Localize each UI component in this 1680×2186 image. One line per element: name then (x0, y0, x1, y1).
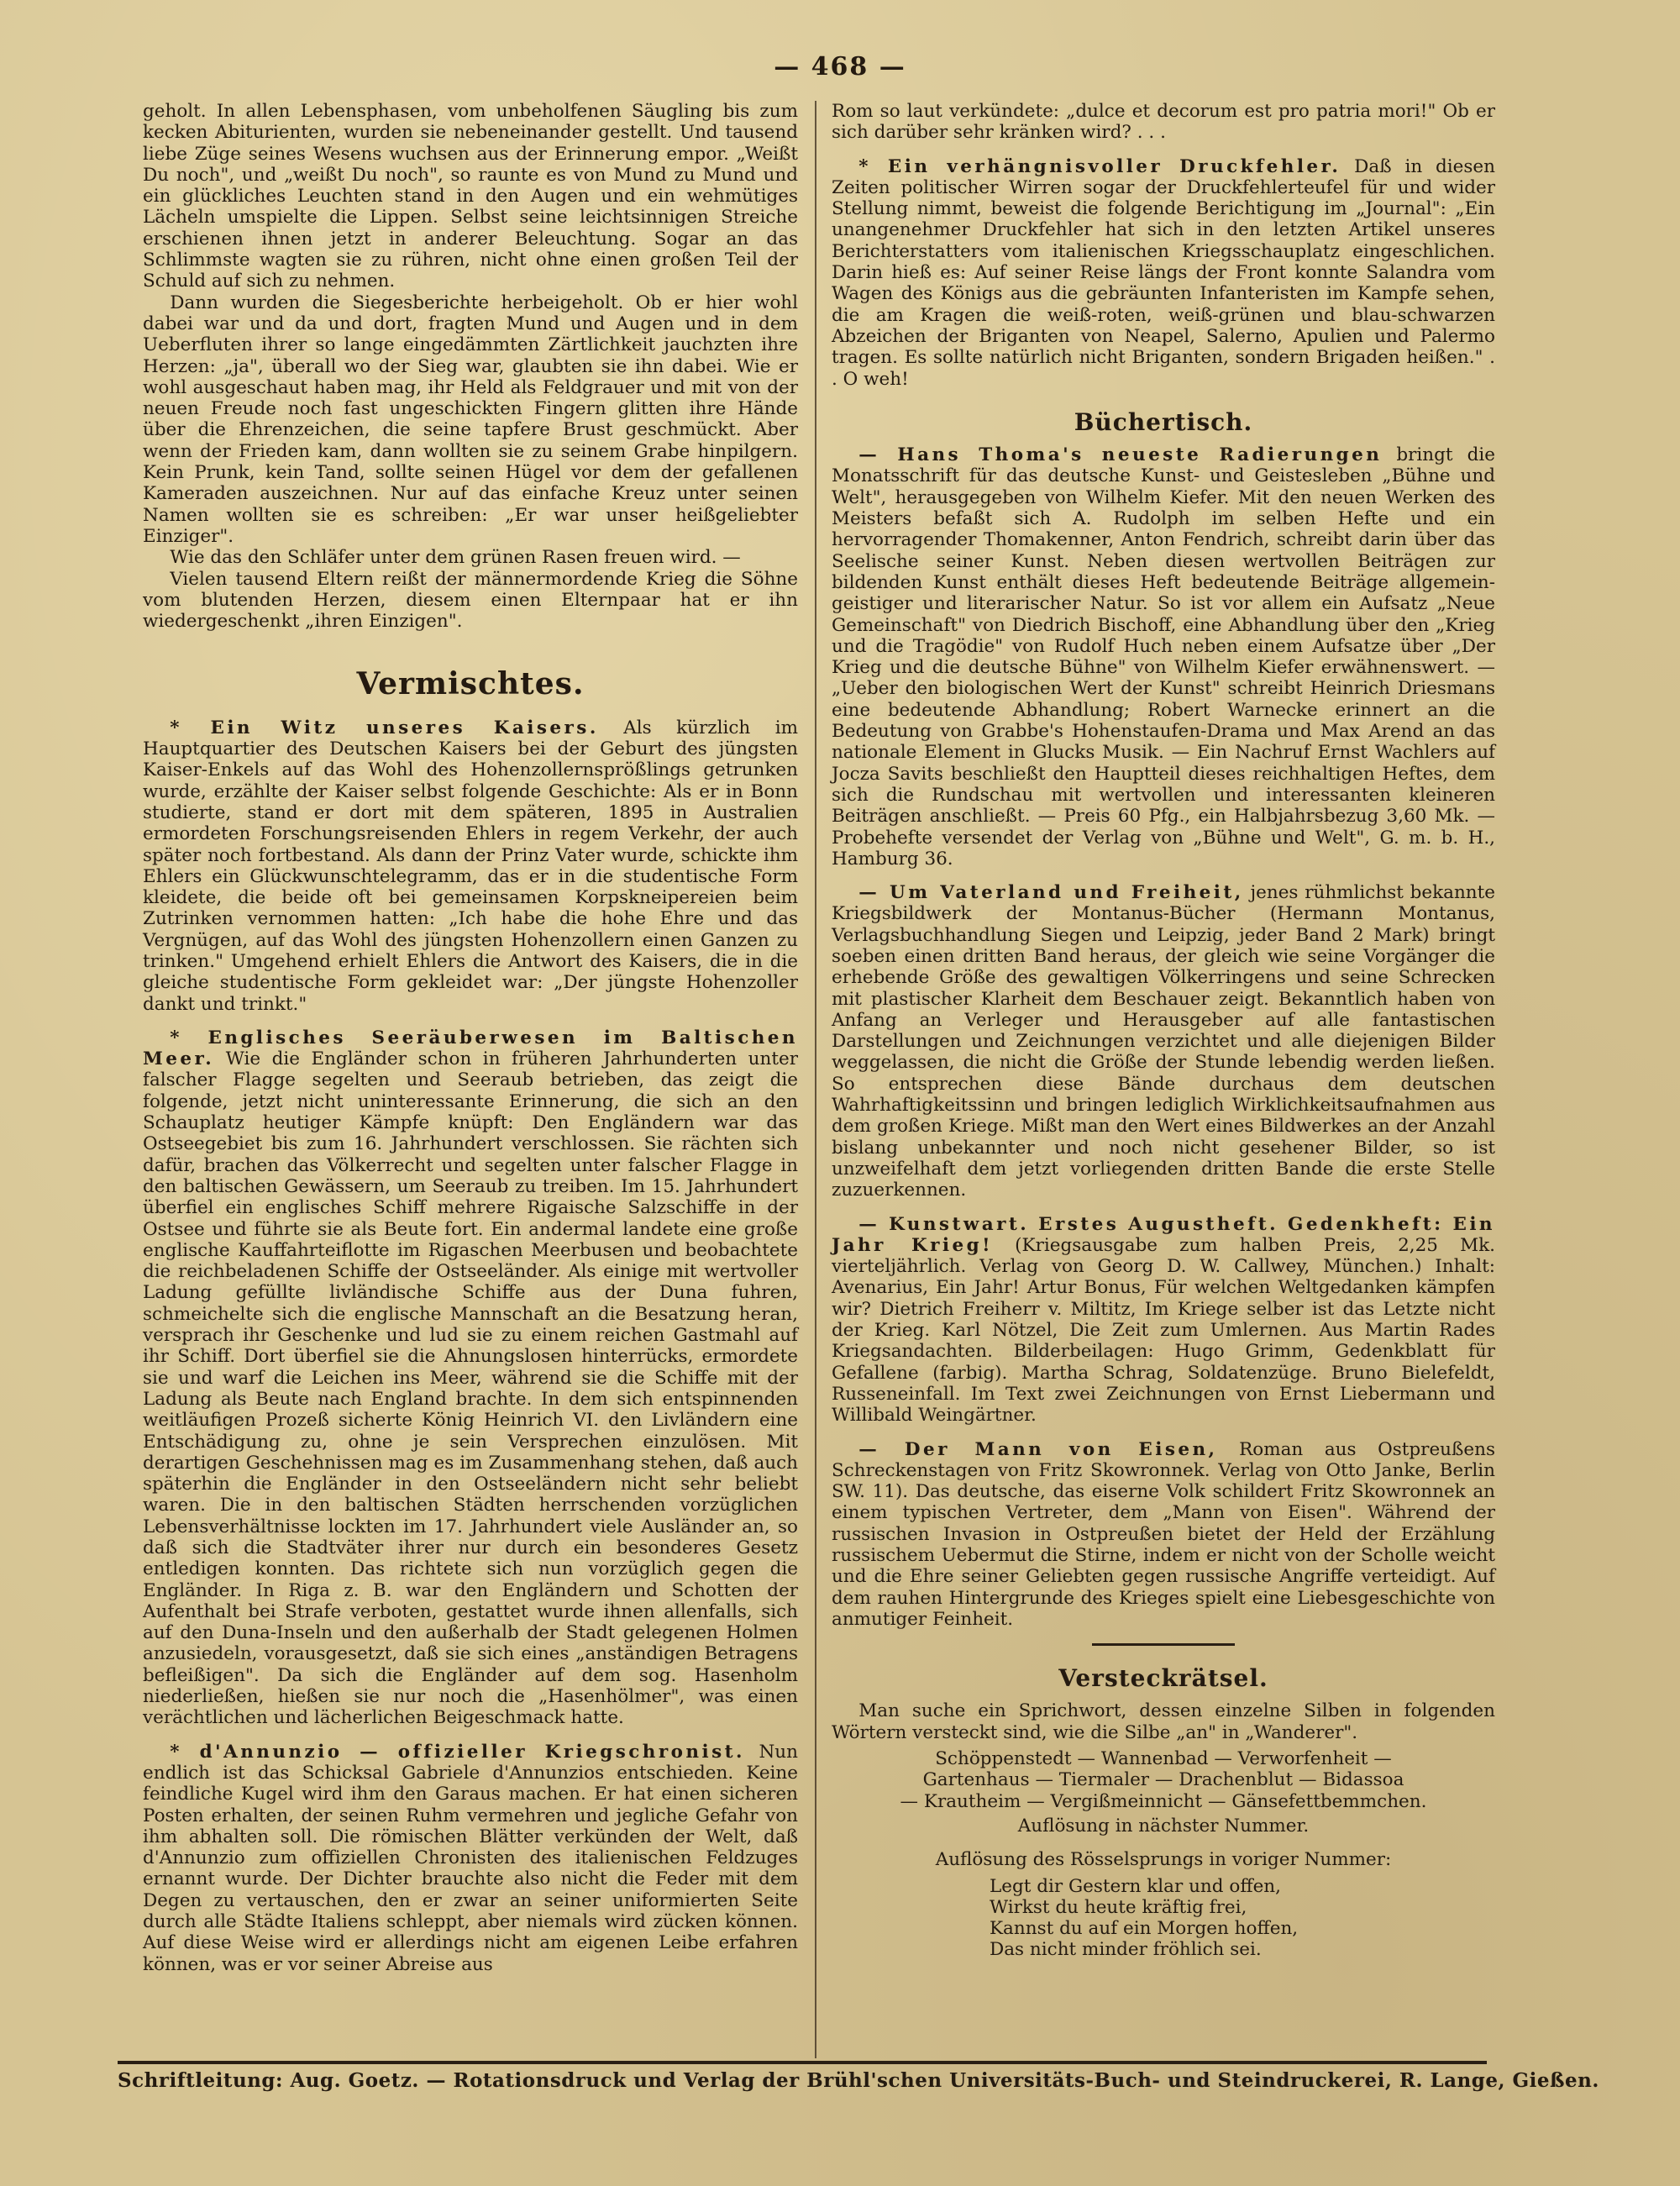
page-number: — 468 — (774, 52, 906, 81)
story-paragraph: geholt. In allen Lebensphasen, vom unbeholfenen Säugling bis zum kecken Abiturienten, wurden sie nebeneinander gestellt. Und tausend liebe Züge seines Wesens wuchsen aus der Erinnerung empor. „Weißt Du noch", und „weißt Du noch", so raunte es von Mund zu Mund und ein glückliches Leuchten stand in den Augen und ein wehmütiges Lächeln umspielte die Lippen. Selbst seine leichtsinnigen Streiche erschienen ihnen jetzt in anderer Beleuchtung. Sogar an das Schlimmste wagten sie zu rühren, nicht ohne einen großen Teil der Schuld auf sich zu nehmen. (143, 101, 798, 292)
article-continuation: Rom so laut verkündete: „dulce et decorum est pro patria mori!" Ob er sich darüber sehr kränken wird? . . . (832, 101, 1495, 144)
section-heading-vermischtes: Vermischtes. (356, 666, 585, 702)
book-entry-body: bringt die Monatsschrift für das deutsche Kunst- und Geistesleben „Bühne und Welt", herausgegeben von Wilhelm Kiefer. Mit den neuen Werken des Meisters befaßt sich A. Rudolph im selben Hefte und ein hervorragender Thomakenner, Anton Fendrich, schreibt darin über das Seelische seiner Kunst. Neben diesen wertvollen Beiträgen zur bildenden Kunst enthält dieses Heft bedeutende Beiträge allgemein-geistiger und literarischer Natur. So ist vor allem ein Aufsatz „Neue Gemeinschaft" von Diedrich Bischoff, eine Abhandlung über den „Krieg und die Tragödie" von Rudolf Huch neben einem Aufsatze über „Der Krieg und die deutsche Bühne" von Wilhelm Kiefer erwähnenswert. — „Ueber den biologischen Wert der Kunst" schreibt Heinrich Driesmans eine bedeutende Abhandlung; Robert Warnecke erinnert an die Bedeutung von Grabbe's Hohenstaufen-Drama und Max Arend an das nationale Element in Glucks Musik. — Ein Nachruf Ernst Wachlers auf Jocza Savits beschließt den Hauptteil dieses reichhaltigen Heftes, dem sich die Rundschau mit wertvollen und interessanten kleineren Beiträgen anschließt. — Preis 60 Pfg., ein Halbjahrsbezug 3,60 Mk. — Probehefte versendet der Verlag von „Bühne und Welt", G. m. b. H., Hamburg 36. (832, 444, 1495, 870)
article-title: * d'Annunzio — offizieller Kriegschronist. (170, 1741, 745, 1763)
story-paragraph: Dann wurden die Siegesberichte herbeigeholt. Ob er hier wohl dabei war und da und dort, fragten Mund und Augen und in dem Ueberfluten ihrer so lange eingedämmten Zärtlichkeit jauchzten ihre Herzen: „ja", überall wo der Sieg war, glaubten sie ihn dabei. Wie er wohl ausgeschaut haben mag, ihr Held als Feldgrauer und mit von der neuen Freude noch fast ungeschickten Fingern glitten ihre Hände über die Ehrenzeichen, die seine tapfere Brust geschmückt. Aber wenn der Frieden kam, dann wollten sie zu seinem Grabe hinpilgern. Kein Prunk, kein Tand, sollte seinen Hügel vor dem der gefallenen Kameraden auszeichnen. Nur auf das einfache Kreuz unter seinen Namen wollten sie es schreiben: „Er war unser heißgeliebter Einziger". (143, 292, 798, 547)
article-body: Daß in diesen Zeiten politischer Wirren sogar der Druckfehlerteufel für und wider Stellung nimmt, beweist die folgende Berichtigung im „Journal": „Ein unangenehmer Druckfehler hat sich in den letzten Artikel unseres Berichterstatters vom italienischen Kriegsschauplatz eingeschlichen. Darin hieß es: Auf seiner Reise längs der Front konnte Salandra vom Wagen des Königs aus die gebräunten Infanteristen im Kampfe sehen, die am Kragen die weiß-roten, weiß-grünen und blau-schwarzen Abzeichen der Briganten von Neapel, Salerno, Apulien und Palermo tragen. Es sollte natürlich nicht Briganten, sondern Brigaden heißen." . . O weh! (832, 155, 1495, 390)
article-druckfehler (832, 156, 1495, 390)
book-entry-title: — Hans Thoma's neueste Radierungen (858, 444, 1383, 466)
left-column (143, 101, 798, 1975)
riddle-note: Auflösung in nächster Nummer. (1017, 1815, 1310, 1837)
solution-title: Auflösung des Rösselsprungs in voriger Nummer: (935, 1849, 1392, 1871)
book-entry-body: Roman aus Ostpreußens Schreckenstagen von Fritz Skowronnek. Verlag von Otto Janke, Berlin SW. 11). Das deutsche, das eiserne Volk schildert Fritz Skowronnek an einem typischen Vertreter, dem „Mann von Eisen". Während der russischen Invasion in Ostpreußen bietet der Held der Erzählung russischem Uebermut die Stirne, indem er nicht von der Scholle weicht und die Ehre seiner Geliebten gegen russische Angriffe verteidigt. Auf dem rauhen Hintergrunde des Krieges spielt eine Liebesgeschichte von anmutiger Feinheit. (832, 1438, 1495, 1630)
book-entry (832, 1439, 1495, 1631)
riddle-word-line: Gartenhaus — Tiermaler — Drachenblut — Bidassoa (922, 1769, 1404, 1791)
article-title: * Englisches Seeräuberwesen im Baltischen Meer. (143, 1027, 798, 1070)
story-paragraph: Wie das den Schläfer unter dem grünen Rasen freuen wird. — (170, 547, 741, 569)
right-column (832, 101, 1495, 1961)
article-body: Wie die Engländer schon in früheren Jahrhunderten unter falscher Flagge segelten und Seeraub betrieben, das zeigt die folgende, jetzt nicht uninteressante Erinnerung, die sich an den Schauplatz heutiger Kämpfe knüpft: Den Engländern war das Ostseegebiet bis zum 16. Jahrhundert verschlossen. Sie rächten sich dafür, brachen das Völkerrecht und segelten unter falscher Flagge in den baltischen Gewässern, um Seeraub zu treiben. Im 15. Jahrhundert überfiel ein englisches Schiff mehrere Rigaische Salzschiffe in der Ostsee und führte sie als Beute fort. Ein andermal landete eine große englische Kauffahrteiflotte im Rigaschen Meerbusen und beobachtete die reichbeladenen Schiffe der Ostseeländer. Als einige mit wertvoller Ladung gefüllte livländische Schiffe aus der Duna fuhren, schmeichelte sich die englische Mannschaft an die Besatzung heran, versprach ihr Geschenke und lud sie zu einem reichen Gastmahl auf ihr Schiff. Dort überfiel sie die Ahnungslosen hinterrücks, ermordete sie und warf die Leichen ins Meer, während sie die Schiffe mit der Ladung als Beute nach England brachte. In dem sich entspinnenden weitläufigen Prozeß sicherte König Heinrich VI. den Livländern eine Entschädigung zu, ohne je sein Versprechen einzulösen. Mit derartigen Geschehnissen mag es im Zusammenhang stehen, daß auch späterhin die Engländer in den Ostseeländern nicht sehr beliebt waren. Die in den baltischen Städten herrschenden vorzüglichen Lebensverhältnisse lockten im 17. Jahrhundert viele Ausländer an, so daß sich die Stadtväter ihrer nur durch ein besonderes Gesetz entledigen konnten. Das richtete sich nun vorzüglich gegen die Engländer. In Riga z. B. war den Engländern und Schotten der Aufenthalt bei Strafe verboten, gestattet wurde ihnen allenfalls, sich auf den Duna-Inseln und den außerhalb der Stadt gelegenen Holmen anzusiedeln, vorausgesetzt, daß sie sich eines „anständigen Betragens befleißigen". Da sich die Engländer auf dem sog. Hasenholm niederließen, hießen sie nur noch die „Hasenhölmer", was einen verächtlichen und lächerlichen Beigeschmack hatte. (143, 1048, 799, 1729)
section-heading-versteckraetsel: Versteckrätsel. (1058, 1664, 1268, 1693)
poem-line: Legt dir Gestern klar und offen, (990, 1875, 1281, 1897)
article-title: * Ein Witz unseres Kaisers. (170, 717, 599, 738)
riddle-word-line: Schöppenstedt — Wannenbad — Verworfenheit — (935, 1748, 1392, 1770)
section-separator (1092, 1643, 1235, 1646)
book-entry-title: — Kunstwart. Erstes Augustheft. Gedenkheft: Ein Jahr Krieg! (832, 1213, 1495, 1256)
article-title: * Ein verhängnisvoller Druckfehler. (858, 155, 1341, 177)
article-body: Als kürzlich im Hauptquartier des Deutschen Kaisers bei der Geburt des jüngsten Kaiser-Enkels auf das Wohl des Hohenzollernsprößlings getrunken wurde, erzählte der Kaiser selbst folgende Geschichte: Als er in Bonn studierte, stand er dort mit dem späteren, 1895 in Australien ermordeten Forschungsreisenden Ehlers in regem Verkehr, der auch später noch fortbestand. Als dann der Prinz Vater wurde, schickte ihm Ehlers ein Glückwunschtelegramm, das er in die studentische Form kleidete, die beide oft bei gemeinsamen Korpskneipereien beim Zutrinken vernommen hatten: „Ich habe die hohe Ehre und das Vergnügen, auf das Wohl des jüngsten Hohenzollern einen Ganzen zu trinken." Umgehend erhielt Ehlers die Antwort des Kaisers, die in die gleiche studentische Form gekleidet war: „Der jüngste Hohenzoller dankt und trinkt." (143, 717, 798, 1015)
footer-rule (118, 2061, 1487, 2064)
book-entry-title: — Der Mann von Eisen, (858, 1438, 1218, 1460)
book-entry-title: — Um Vaterland und Freiheit, (858, 882, 1244, 904)
article-kaiser-witz (143, 717, 798, 1015)
article-seeraeuberwesen (143, 1027, 798, 1729)
solution-poem (990, 1876, 1495, 1961)
riddle-intro: Man suche ein Sprichwort, dessen einzelne Silben in folgenden Wörtern versteckt sind, wie die Silbe „an" in „Wanderer". (832, 1700, 1495, 1743)
poem-line: Wirkst du heute kräftig frei, (990, 1896, 1247, 1918)
imprint-footer: Schriftleitung: Aug. Goetz. — Rotationsdruck und Verlag der Brühl'schen Universitäts-Buch- und Steindruckerei, R. Lange, Gießen. (118, 2069, 1599, 2092)
article-annunzio (143, 1742, 798, 1975)
book-entry (832, 1214, 1495, 1427)
article-body: Nun endlich ist das Schicksal Gabriele d'Annunzios entschieden. Keine feindliche Kugel wird ihm den Garaus machen. Er hat einen sicheren Posten erhalten, der seinen Ruhm vermehren und jegliche Gefahr von ihm abhalten soll. Die römischen Blätter verkünden der Welt, daß d'Annunzio zum offiziellen Chronisten des italienischen Feldzuges ernannt wurde. Der Dichter brauchte also nicht die Feder mit dem Degen zu vertauschen, den er zwar an seiner uniformierten Seite durch alle Städte Italiens schleppt, aber niemals wird zücken können. Auf diese Weise wird er allerdings nicht am eigenen Leibe erfahren können, was er vor seiner Abreise aus (143, 1741, 798, 1975)
poem-line: Kannst du auf ein Morgen hoffen, (990, 1918, 1299, 1940)
book-entry-body: (Kriegsausgabe zum halben Preis, 2,25 Mk. vierteljährlich. Verlag von Georg D. W. Callwey, München.) Inhalt: Avenarius, Ein Jahr! Artur Bonus, Für welchen Weltgedanken kämpfen wir? Dietrich Freiherr v. Miltitz, Im Kriege selber ist das Letzte nicht der Krieg. Karl Nötzel, Die Zeit zum Umlernen. Aus Martin Rades Kriegsandachten. Bilderbeilagen: Hugo Grimm, Gedenkblatt für Gefallene (farbig). Martha Schrag, Soldatenzüge. Bruno Bielefeldt, Russeneinfall. Im Text zwei Zeichnungen von Ernst Liebermann und Willibald Weingärtner. (832, 1234, 1495, 1427)
column-divider (815, 101, 816, 2058)
book-entry (832, 444, 1495, 870)
riddle-word-line: — Krautheim — Vergißmeinnicht — Gänsefettbemmchen. (900, 1790, 1427, 1812)
section-heading-buechertisch: Büchertisch. (1074, 407, 1253, 436)
poem-line: Das nicht minder fröhlich sei. (990, 1939, 1262, 1961)
riddle-words (832, 1748, 1495, 1812)
story-paragraph: Vielen tausend Eltern reißt der männermordende Krieg die Söhne vom blutenden Herzen, diesem einen Elternpaar hat er ihn wiedergeschenkt „ihren Einzigen". (143, 568, 798, 633)
book-entry (832, 882, 1495, 1201)
book-entry-body: jenes rühmlichst bekannte Kriegsbildwerk der Montanus-Bücher (Hermann Montanus, Verlagsbuchhandlung Siegen und Leipzig, jeder Band 2 Mark) bringt soeben einen dritten Band heraus, der gleich wie seine Vorgänger die erhebende Größe des gewaltigen Völkerringens und seine Schrecken mit plastischer Klarheit dem Beschauer zeigt. Bekanntlich haben von Anfang an Verleger und Herausgeber auf alle fantastischen Darstellungen und Zeichnungen verzichtet und alle diejenigen Bilder weggelassen, die nicht die Größe der Stunde lebendig werden ließen. So entsprechen diese Bände durchaus dem deutschen Wahrhaftigkeitssinn und bringen lediglich Wirklichkeitsaufnahmen aus dem großen Kriege. Mißt man den Wert eines Bildwerkes an der Anzahl bislang unbekannter und noch nicht gesehener Bilder, so ist unzweifelhaft dem jetzt vorliegenden dritten Bande die erste Stelle zuzuerkennen. (832, 882, 1495, 1201)
